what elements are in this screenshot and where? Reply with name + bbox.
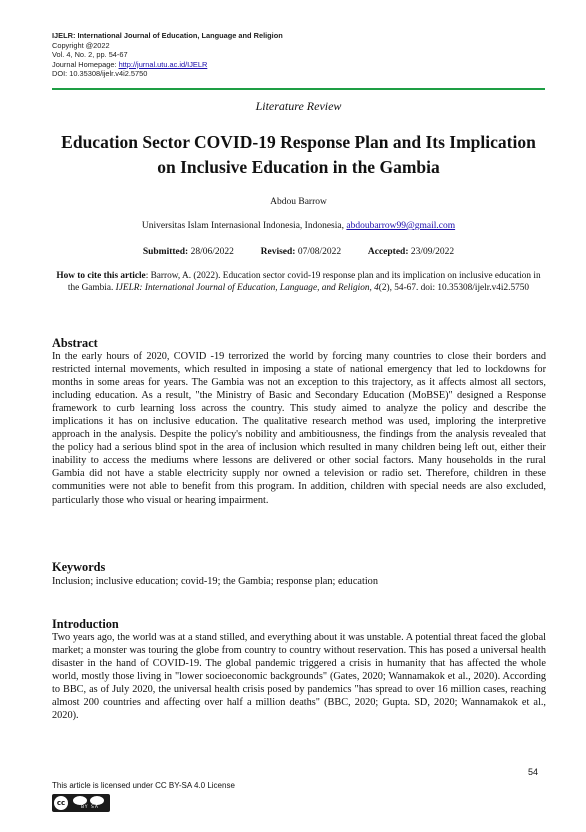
- abstract-heading: Abstract: [52, 336, 98, 350]
- citation-block: [52, 271, 545, 294]
- sa-icon: [90, 796, 104, 805]
- keywords-heading: Keywords: [52, 560, 106, 574]
- header-divider: [52, 88, 545, 90]
- submitted-date: 28/06/2022: [188, 247, 234, 257]
- copyright: Copyright @2022: [52, 40, 110, 50]
- header-doi: DOI: 10.35308/ijelr.v4i2.5750: [52, 69, 148, 79]
- article-title: Education Sector COVID-19 Response Plan and Its Implication on Inclusive Education in the Gambia: [61, 132, 536, 177]
- introduction-text: Two years ago, the world was at a stand stilled, and everything about it was unstable. A potential threat faced the global market; a monster was touring the globe from country to country without reservation. This has posed a universal health disaster in the hand of COVID-19. The global pandemic triggered a crisis in humanity that has affected the whole world, mostly those living in "lower socioeconomic backgrounds" (Gates, 2020; Wannamakok et al., 2020). According to BBC, as of July 2020, the universal health crisis posed by pandemics "has spread to over 16 million cases, reaching almost 200 countries and affecting over half a million deaths" (BBC, 2020; Gupta. SD, 2020; Wannamakok et al., 2020).: [52, 632, 546, 722]
- affiliation-text: Universitas Islam Internasional Indonesia, Indonesia,: [141, 221, 347, 231]
- citation-journal: IJELR: International Journal of Education, Language, and Religion, 4: [115, 282, 379, 293]
- accepted-date: 23/09/2022: [408, 247, 455, 257]
- revised-label: Revised:: [260, 247, 296, 257]
- introduction-heading: Introduction: [52, 617, 119, 631]
- cc-license-badge[interactable]: [52, 794, 110, 812]
- author-email-link[interactable]: abdoubarrow99@gmail.com: [346, 221, 456, 231]
- abstract-text: In the early hours of 2020, COVID -19 terrorized the world by forcing many countries to close their borders and restricted internal movements, which resulted in imposing a state of national emergency that led to lockdowns for months in some areas for years. The Gambia was not an exception to this trajectory, as it affects almost all sectors, including education. As a result, "the Ministry of Basic and Secondary Education (MoBSE)" designed a Response framework to curb learning loss across the country. This study aimed to analyze the policy and describe the implications it has on inclusive education. The qualitative research method was used, imploring the interpretive approach in the analysis. Despite the policy's nobility and ambitiousness, the findings from the analysis revealed that the policy had a serious blind spot in the area of inclusion which resulted in many children being left out, either their inability to access the mediums where lessons are delivered or other social factors. Many households in the rural Gambia did not have a stable electricity supply nor owned a television or radio set. Therefore, children in these communities were not able to benefit from this program. In addition, children with special needs are also excluded, particularly those who visual or hearing impairment.: [52, 351, 546, 506]
- citation-label: How to cite this article: [56, 271, 146, 281]
- page-number: 54: [528, 767, 539, 777]
- author-name: Abdou Barrow: [270, 197, 327, 207]
- homepage-line: [52, 60, 283, 70]
- license-note: This article is licensed under CC BY-SA 4.0 License: [52, 781, 235, 790]
- keywords-text: Inclusion; inclusive education; covid-19; the Gambia; response plan; education: [52, 576, 378, 587]
- revised-date: 07/08/2022: [295, 247, 342, 257]
- submitted-label: Submitted:: [142, 247, 189, 257]
- citation-text: : Barrow, A. (2022). Education sector covid-19 response plan and its implication on inclusive education in the Gambia.: [67, 271, 541, 293]
- cc-badge-label: BY SA: [80, 805, 100, 810]
- by-icon: [73, 796, 87, 805]
- accepted-label: Accepted:: [367, 247, 409, 257]
- cc-icon: cc: [54, 796, 68, 810]
- journal-header: [52, 31, 283, 79]
- homepage-link[interactable]: http://jurnal.utu.ac.id/IJELR: [118, 59, 208, 69]
- homepage-label: Journal Homepage:: [52, 59, 119, 69]
- affiliation: [52, 221, 545, 231]
- citation-pages: (2), 54-67. doi: 10.35308/ijelr.v4i2.5750: [378, 282, 530, 293]
- volume-info: Vol. 4, No. 2, pp. 54-67: [52, 50, 128, 60]
- journal-name: IJELR: International Journal of Education, Language and Religion: [52, 31, 283, 40]
- article-type: Literature Review: [255, 99, 342, 113]
- article-dates: [52, 247, 545, 257]
